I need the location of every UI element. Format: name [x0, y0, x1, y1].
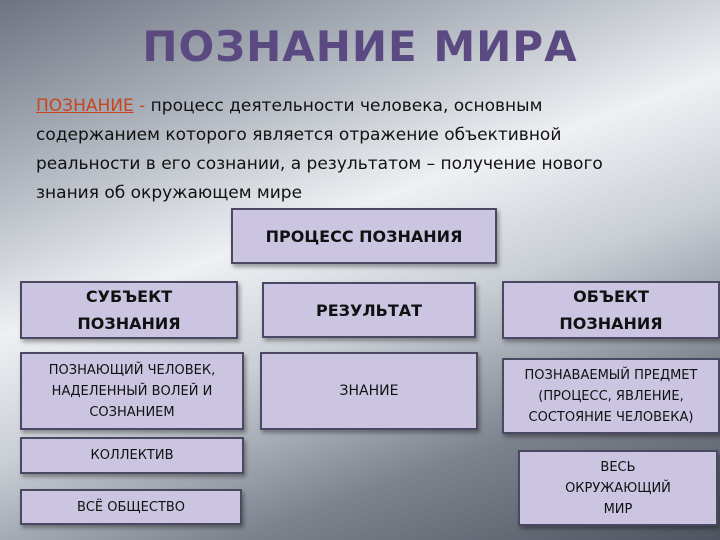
- subject-header-box: [20, 281, 238, 339]
- result-value-box: [260, 352, 478, 430]
- subject-person-box: [20, 352, 244, 430]
- subject-header-line-2: ПОЗНАНИЯ: [77, 314, 181, 333]
- definition-term: ПОЗНАНИЕ: [36, 96, 134, 116]
- page-title: ПОЗНАНИЕ МИРА: [142, 22, 578, 71]
- object-world-line-2: ОКРУЖАЮЩИЙ: [565, 480, 671, 496]
- subject-person-line-2: НАДЕЛЕННЫЙ ВОЛЕЙ И: [51, 383, 213, 399]
- subject-collective-box: [20, 437, 244, 474]
- definition-line-1: [36, 92, 696, 121]
- object-subject-line-2: (ПРОЦЕСС, ЯВЛЕНИЕ,: [538, 388, 684, 404]
- object-subject-line-1: ПОЗНАВАЕМЫЙ ПРЕДМЕТ: [524, 367, 698, 383]
- process-box: [231, 208, 497, 264]
- result-header-label: РЕЗУЛЬТАТ: [315, 300, 423, 320]
- subject-collective-label: КОЛЛЕКТИВ: [90, 448, 174, 463]
- definition-line-3: реальности в его сознании, а результатом – получение нового: [36, 154, 603, 174]
- object-header-line-1: ОБЪЕКТ: [573, 287, 649, 306]
- object-header-line-2: ПОЗНАНИЯ: [559, 314, 663, 333]
- object-world-line-3: МИР: [603, 501, 633, 517]
- subject-person-line-3: СОЗНАНИЕМ: [89, 404, 175, 420]
- definition-dash: -: [133, 96, 151, 116]
- object-subject-line-3: СОСТОЯНИЕ ЧЕЛОВЕКА): [528, 409, 694, 425]
- process-box-label: ПРОЦЕСС ПОЗНАНИЯ: [265, 226, 463, 246]
- subject-header-line-1: СУБЪЕКТ: [85, 287, 173, 306]
- subject-society-box: [20, 489, 242, 525]
- subject-society-label: ВСЁ ОБЩЕСТВО: [76, 499, 186, 515]
- object-header-box: [502, 281, 720, 339]
- definition-line-4: знания об окружающем мире: [36, 183, 303, 203]
- object-world-line-1: ВЕСЬ: [600, 459, 636, 475]
- subject-person-line-1: ПОЗНАЮЩИЙ ЧЕЛОВЕК,: [48, 362, 216, 378]
- result-value-label: ЗНАНИЕ: [339, 383, 399, 399]
- object-subject-box: [502, 358, 720, 434]
- definition-line-1-text: процесс деятельности человека, основным: [150, 96, 543, 116]
- definition-line-2: содержанием которого является отражение объективной: [36, 125, 562, 145]
- definition-text: [36, 92, 696, 208]
- result-header-box: [262, 282, 476, 338]
- object-world-box: [518, 450, 718, 526]
